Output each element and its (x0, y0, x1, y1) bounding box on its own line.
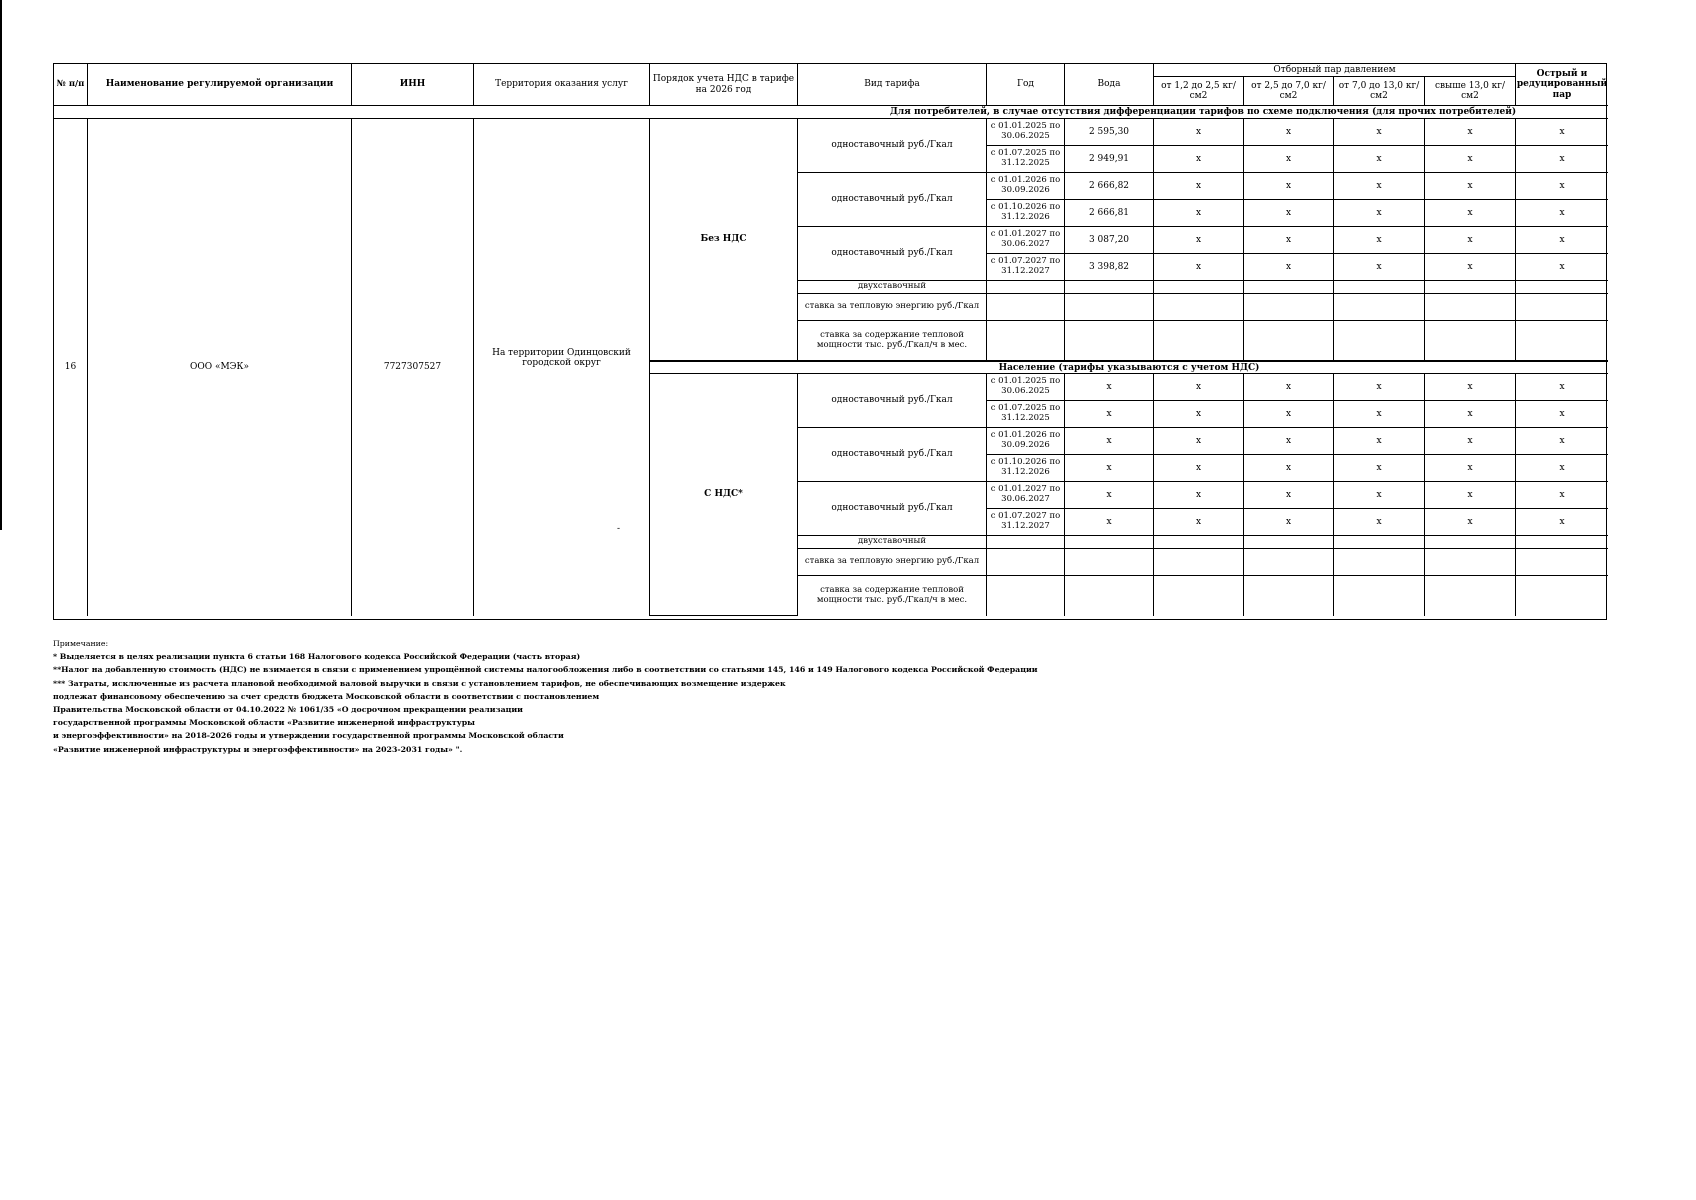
water-value: x (1065, 455, 1154, 482)
steam-value: x (1154, 227, 1244, 254)
empty-cell (1334, 281, 1425, 294)
tariff-one-rate: одноставочный руб./Гкал (798, 482, 987, 536)
header-steam-group: Отборный пар давлением (1154, 64, 1516, 77)
steam-value: x (1334, 482, 1425, 509)
empty-cell (1516, 536, 1608, 549)
empty-cell (1154, 536, 1244, 549)
steam-value: x (1154, 455, 1244, 482)
water-value: 3 087,20 (1065, 227, 1154, 254)
empty-cell (1425, 576, 1516, 616)
steam-value: x (1425, 119, 1516, 146)
steam-value: x (1154, 146, 1244, 173)
empty-cell (1334, 536, 1425, 549)
steam-value: x (1244, 374, 1334, 401)
steam-value: x (1425, 200, 1516, 227)
capacity-rate: ставка за содержание тепловой мощности тыс. руб./Гкал/ч в мес. (798, 321, 987, 361)
service-territory: На территории Одинцовский городской округ (474, 119, 650, 616)
empty-cell (1334, 321, 1425, 361)
steam-value: x (1244, 227, 1334, 254)
steam-value: x (1154, 119, 1244, 146)
steam-value: x (1334, 254, 1425, 281)
steam-value: x (1334, 428, 1425, 455)
water-value: x (1065, 428, 1154, 455)
empty-cell (1425, 549, 1516, 576)
steam-value: x (1334, 374, 1425, 401)
heat-energy-rate: ставка за тепловую энергию руб./Гкал (798, 294, 987, 321)
steam-value: x (1425, 173, 1516, 200)
note-line: Правительства Московской области от 04.10.2022 № 1061/35 «О досрочном прекращении реализации (53, 705, 523, 715)
steam-value: x (1425, 428, 1516, 455)
steam-value: x (1425, 509, 1516, 536)
empty-cell (987, 536, 1065, 549)
period: с 01.01.2027 по 30.06.2027 (987, 227, 1065, 254)
period: с 01.07.2025 по 31.12.2025 (987, 146, 1065, 173)
note-line: *** Затраты, исключенные из расчета плановой необходимой валовой выручки в связи с установлением тарифов, не обеспечивающих возмещение издержек (53, 678, 786, 688)
vat-treatment: Без НДС (650, 119, 798, 361)
empty-cell (1065, 281, 1154, 294)
steam-value: x (1425, 227, 1516, 254)
organization-inn: 7727307527 (352, 119, 474, 616)
water-value: x (1065, 509, 1154, 536)
organization-name: ООО «МЭК» (88, 119, 352, 616)
empty-cell (987, 294, 1065, 321)
empty-cell (1425, 321, 1516, 361)
territory-dash: - (617, 524, 621, 534)
header-water: Вода (1065, 64, 1154, 106)
tariff-one-rate: одноставочный руб./Гкал (798, 119, 987, 173)
empty-cell (1154, 576, 1244, 616)
tariff-one-rate: одноставочный руб./Гкал (798, 227, 987, 281)
water-value: x (1065, 401, 1154, 428)
steam-value: x (1154, 401, 1244, 428)
period: с 01.01.2025 по 30.06.2025 (987, 374, 1065, 401)
empty-cell (1516, 321, 1608, 361)
tariff-two-rate: двухставочный (798, 281, 987, 294)
empty-cell (987, 281, 1065, 294)
note-line: * Выделяется в целях реализации пункта 6 статьи 168 Налогового кодекса Российской Федерации (часть вторая) (53, 652, 581, 662)
steam-value: x (1244, 146, 1334, 173)
tariff-two-rate: двухставочный (798, 536, 987, 549)
empty-cell (1244, 536, 1334, 549)
steam-value: x (1516, 455, 1608, 482)
steam-value: x (1516, 374, 1608, 401)
empty-cell (1154, 294, 1244, 321)
band-population: Население (тарифы указываются с учетом НДС) (650, 361, 1608, 374)
empty-cell (1065, 321, 1154, 361)
page-edge-line (0, 0, 2, 530)
steam-value: x (1516, 482, 1608, 509)
period: с 01.01.2026 по 30.09.2026 (987, 428, 1065, 455)
header-vat-order: Порядок учета НДС в тарифе на 2026 год (650, 64, 798, 106)
empty-cell (1425, 536, 1516, 549)
steam-value: x (1244, 428, 1334, 455)
header-steam-1: от 1,2 до 2,5 кг/см2 (1154, 77, 1244, 106)
header-territory: Территория оказания услуг (474, 64, 650, 106)
period: с 01.07.2025 по 31.12.2025 (987, 401, 1065, 428)
steam-value: x (1334, 146, 1425, 173)
empty-cell (1244, 576, 1334, 616)
period: с 01.01.2027 по 30.06.2027 (987, 482, 1065, 509)
steam-value: x (1244, 119, 1334, 146)
notes-heading: Примечание: (53, 639, 109, 648)
header-steam-4: свыше 13,0 кг/см2 (1425, 77, 1516, 106)
band-consumers: Для потребителей, в случае отсутствия дифференциации тарифов по схеме подключения (для прочих потребителей) (54, 106, 1608, 119)
empty-cell (987, 321, 1065, 361)
water-value: 3 398,82 (1065, 254, 1154, 281)
steam-value: x (1516, 401, 1608, 428)
footnotes (53, 637, 1253, 756)
steam-value: x (1154, 200, 1244, 227)
empty-cell (1516, 576, 1608, 616)
tariff-one-rate: одноставочный руб./Гкал (798, 173, 987, 227)
steam-value: x (1516, 509, 1608, 536)
empty-cell (1244, 281, 1334, 294)
steam-value: x (1154, 254, 1244, 281)
steam-value: x (1425, 482, 1516, 509)
empty-cell (1516, 281, 1608, 294)
steam-value: x (1425, 146, 1516, 173)
tariff-table (53, 63, 1607, 620)
steam-value: x (1244, 254, 1334, 281)
note-line: подлежат финансовому обеспечению за счет средств бюджета Московской области в соответствии с постановлением (53, 691, 600, 701)
steam-value: x (1334, 509, 1425, 536)
note-line: «Развитие инженерной инфраструктуры и энергоэффективности» на 2023-2031 годы» ". (53, 744, 463, 754)
empty-cell (1425, 294, 1516, 321)
water-value: x (1065, 374, 1154, 401)
empty-cell (1516, 294, 1608, 321)
steam-value: x (1334, 200, 1425, 227)
header-steam-2: от 2,5 до 7,0 кг/см2 (1244, 77, 1334, 106)
empty-cell (1334, 294, 1425, 321)
empty-cell (1334, 576, 1425, 616)
heat-energy-rate: ставка за тепловую энергию руб./Гкал (798, 549, 987, 576)
period: с 01.01.2025 по 30.06.2025 (987, 119, 1065, 146)
period: с 01.01.2026 по 30.09.2026 (987, 173, 1065, 200)
header-name: Наименование регулируемой организации (88, 64, 352, 106)
tariff-one-rate: одноставочный руб./Гкал (798, 428, 987, 482)
empty-cell (1065, 536, 1154, 549)
steam-value: x (1516, 254, 1608, 281)
water-value: 2 666,81 (1065, 200, 1154, 227)
period: с 01.07.2027 по 31.12.2027 (987, 254, 1065, 281)
empty-cell (1516, 549, 1608, 576)
steam-value: x (1334, 173, 1425, 200)
steam-value: x (1425, 401, 1516, 428)
water-value: 2 666,82 (1065, 173, 1154, 200)
steam-value: x (1244, 509, 1334, 536)
header-num: № п/п (54, 64, 88, 106)
empty-cell (1244, 549, 1334, 576)
steam-value: x (1334, 401, 1425, 428)
steam-value: x (1244, 455, 1334, 482)
empty-cell (1334, 549, 1425, 576)
header-inn: ИНН (352, 64, 474, 106)
empty-cell (1154, 549, 1244, 576)
steam-value: x (1244, 482, 1334, 509)
note-line: государственной программы Московской области «Развитие инженерной инфраструктуры (53, 718, 475, 728)
period: с 01.10.2026 по 31.12.2026 (987, 200, 1065, 227)
header-year: Год (987, 64, 1065, 106)
empty-cell (1065, 549, 1154, 576)
empty-cell (1065, 576, 1154, 616)
empty-cell (1244, 321, 1334, 361)
steam-value: x (1244, 401, 1334, 428)
steam-value: x (1244, 200, 1334, 227)
header-sharp-steam: Острый и редуцированный пар (1516, 64, 1608, 106)
note-line: **Налог на добавленную стоимость (НДС) не взимается в связи с применением упрощённой системы налогообложения либо в соответствии со статьями 145, 146 и 149 Налогового кодекса Российской Федерации (53, 665, 1038, 675)
period: с 01.10.2026 по 31.12.2026 (987, 455, 1065, 482)
steam-value: x (1425, 254, 1516, 281)
steam-value: x (1425, 455, 1516, 482)
steam-value: x (1244, 173, 1334, 200)
water-value: x (1065, 482, 1154, 509)
empty-cell (1244, 294, 1334, 321)
steam-value: x (1516, 119, 1608, 146)
steam-value: x (1516, 227, 1608, 254)
steam-value: x (1154, 428, 1244, 455)
empty-cell (987, 549, 1065, 576)
steam-value: x (1516, 428, 1608, 455)
steam-value: x (1154, 482, 1244, 509)
empty-cell (1065, 294, 1154, 321)
row-number: 16 (54, 119, 88, 616)
period: с 01.07.2027 по 31.12.2027 (987, 509, 1065, 536)
steam-value: x (1154, 374, 1244, 401)
steam-value: x (1334, 119, 1425, 146)
empty-cell (1425, 281, 1516, 294)
header-steam-3: от 7,0 до 13,0 кг/см2 (1334, 77, 1425, 106)
steam-value: x (1516, 200, 1608, 227)
capacity-rate: ставка за содержание тепловой мощности тыс. руб./Гкал/ч в мес. (798, 576, 987, 616)
vat-treatment: С НДС* (650, 374, 798, 616)
note-line: и энергоэффективности» на 2018-2026 годы и утверждении государственной программы Московской области (53, 731, 564, 741)
steam-value: x (1154, 509, 1244, 536)
empty-cell (1154, 321, 1244, 361)
tariff-one-rate: одноставочный руб./Гкал (798, 374, 987, 428)
steam-value: x (1154, 173, 1244, 200)
header-tariff-type: Вид тарифа (798, 64, 987, 106)
steam-value: x (1334, 455, 1425, 482)
steam-value: x (1425, 374, 1516, 401)
water-value: 2 595,30 (1065, 119, 1154, 146)
steam-value: x (1334, 227, 1425, 254)
steam-value: x (1516, 146, 1608, 173)
steam-value: x (1516, 173, 1608, 200)
empty-cell (987, 576, 1065, 616)
water-value: 2 949,91 (1065, 146, 1154, 173)
empty-cell (1154, 281, 1244, 294)
